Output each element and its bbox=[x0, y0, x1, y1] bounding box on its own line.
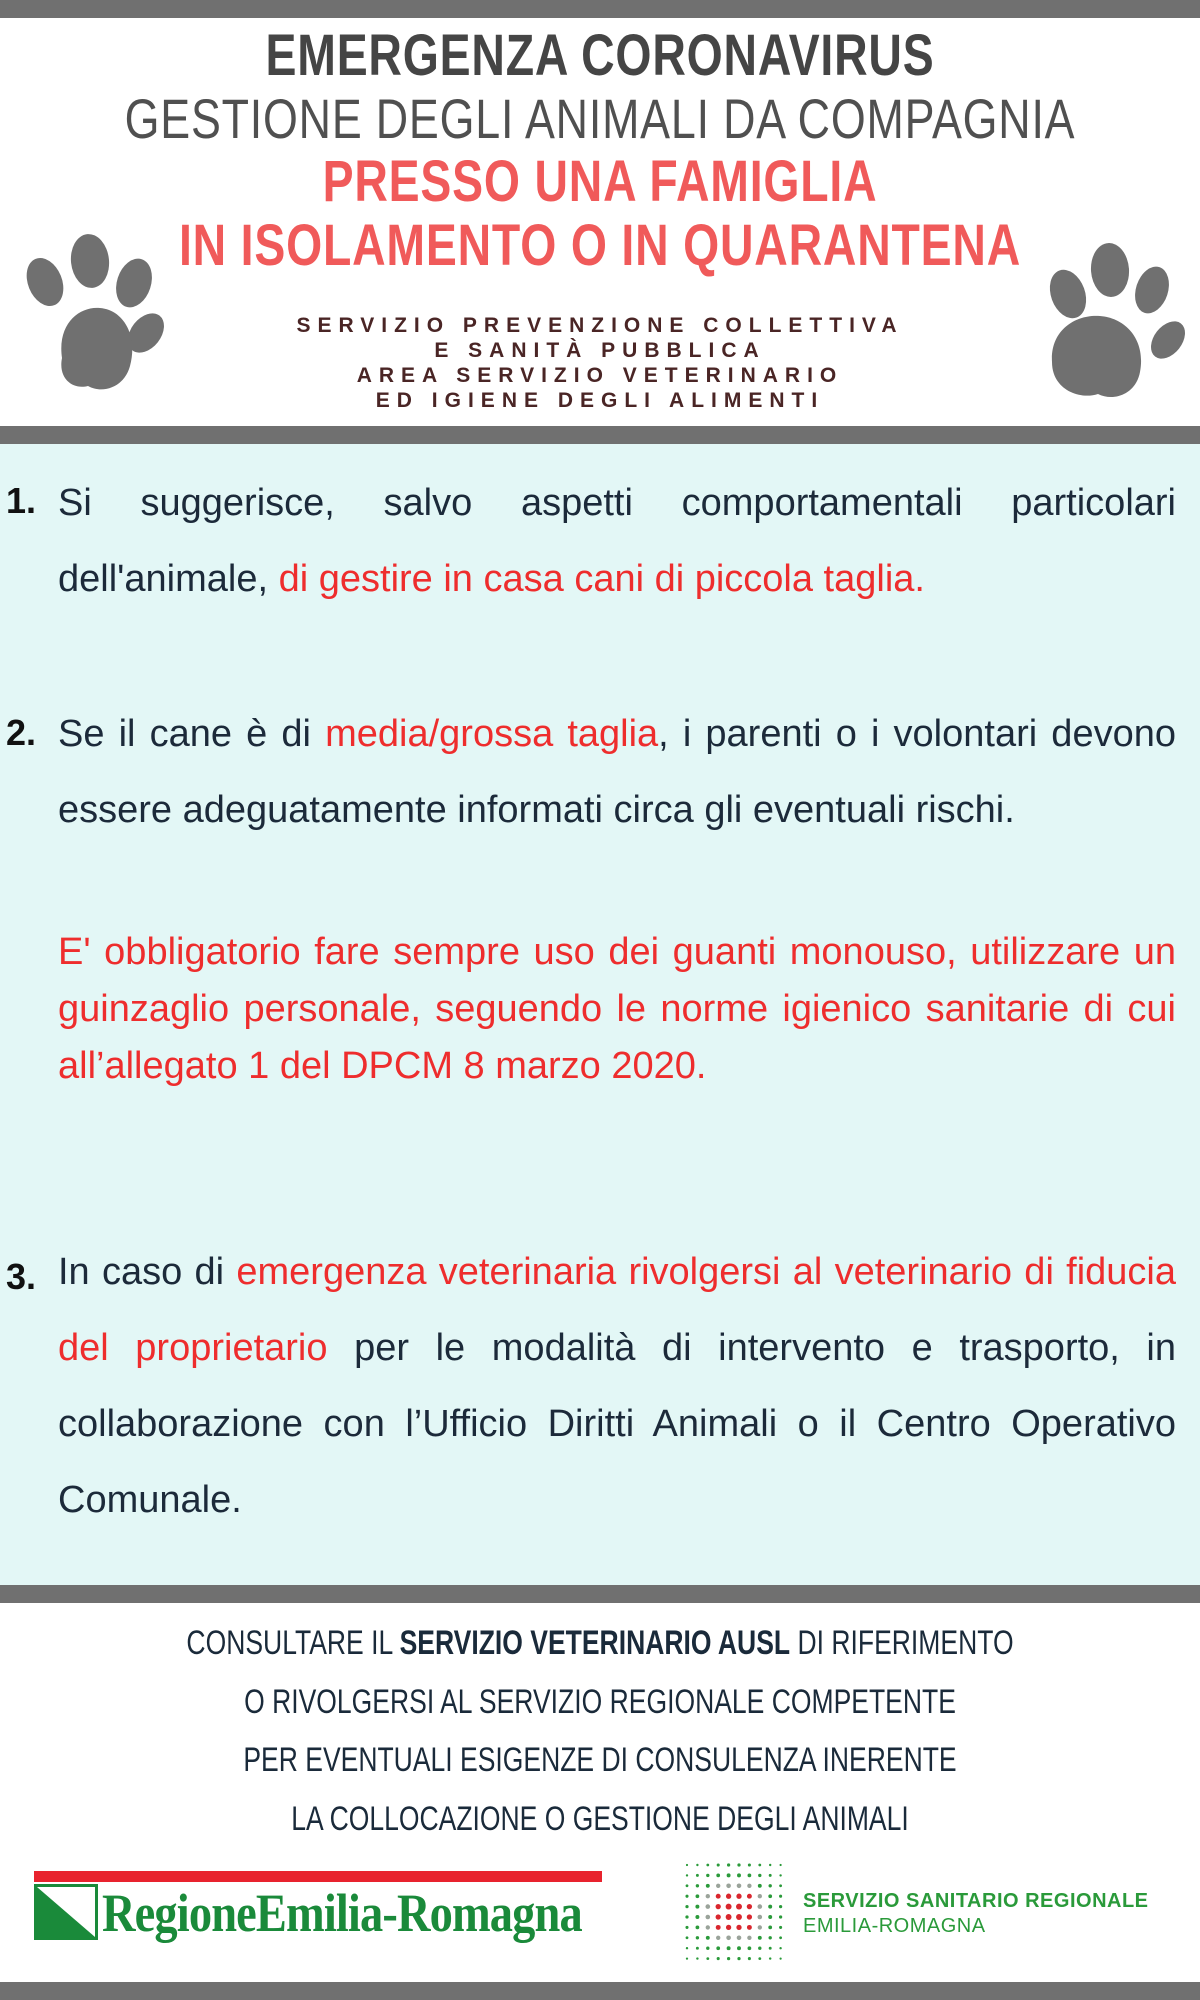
org-line-2: E SANITÀ PUBBLICA bbox=[434, 339, 766, 362]
footer-text: DI RIFERIMENTO bbox=[797, 1624, 1014, 1662]
ssr-logo-dot bbox=[686, 1884, 689, 1887]
ssr-logo-dot bbox=[705, 1904, 710, 1909]
footer-line-2: O RIVOLGERSI AL SERVIZIO REGIONALE COMPETENTE bbox=[244, 1683, 956, 1721]
top-divider bbox=[0, 0, 1200, 18]
ssr-logo-dot bbox=[780, 1864, 782, 1866]
title-line-3: PRESSO UNA FAMIGLIA bbox=[322, 149, 878, 214]
ssr-logo-dot bbox=[696, 1936, 699, 1939]
ssr-logo-dot bbox=[726, 1914, 732, 1920]
list-item bbox=[58, 465, 1176, 617]
ssr-logo-dot bbox=[706, 1874, 709, 1877]
ssr-logo-dot bbox=[779, 1915, 782, 1918]
ssr-logo-dot bbox=[779, 1926, 782, 1929]
org-line-4: ED IGIENE DEGLI ALIMENTI bbox=[375, 389, 825, 412]
ssr-logo-dot bbox=[736, 1925, 741, 1930]
ssr-logo-dot bbox=[737, 1883, 742, 1888]
ssr-logo-dot bbox=[769, 1936, 772, 1939]
ssr-logo-dot bbox=[706, 1936, 710, 1940]
item-number: 2. bbox=[6, 712, 37, 753]
ssr-line-1: SERVIZIO SANITARIO REGIONALE bbox=[803, 1890, 1149, 1912]
ssr-logo-dot bbox=[737, 1863, 740, 1866]
ssr-logo-dot bbox=[779, 1895, 782, 1898]
header-divider bbox=[0, 426, 1200, 444]
ssr-logo-dot bbox=[686, 1864, 688, 1866]
ssr-logo-dot bbox=[747, 1936, 751, 1940]
ssr-logo-dot bbox=[757, 1904, 762, 1909]
ssr-logo-dot bbox=[748, 1957, 751, 1960]
ssr-logo-dot bbox=[726, 1883, 731, 1888]
item-text: , i parenti o i volontari devono essere adeguatamente informati circa gli eventuali rischi. bbox=[58, 713, 1176, 831]
warning-text: E' obbligatorio fare sempre uso dei guanti monouso, utilizzare un guinzaglio personale, seguendo le norme igienico sanitarie di cui all’allegato 1 del DPCM 8 marzo 2020. bbox=[58, 931, 1176, 1087]
logo-red-stripe bbox=[34, 1871, 602, 1882]
ssr-logo-dot bbox=[747, 1904, 752, 1909]
ssr-logo-dot bbox=[686, 1947, 688, 1949]
ssr-logo-dot bbox=[769, 1957, 771, 1959]
ssr-logo-dot bbox=[747, 1894, 752, 1899]
ssr-logo-dot bbox=[717, 1957, 720, 1960]
ssr-logo-dot bbox=[696, 1874, 699, 1877]
org-line-1: SERVIZIO PREVENZIONE COLLETTIVA bbox=[296, 314, 904, 337]
ssr-logo-dot bbox=[727, 1946, 731, 1950]
footer-highlight: SERVIZIO VETERINARIO AUSL bbox=[399, 1624, 791, 1662]
logo-flag-icon bbox=[34, 1884, 98, 1940]
item-text: per le modalità di intervento e trasporto, in collaborazione con l’Ufficio Diritti Animali o il Centro Operativo Comunale. bbox=[58, 1327, 1177, 1521]
ssr-logo-dot bbox=[695, 1905, 699, 1909]
ssr-logo-dot bbox=[696, 1957, 698, 1959]
ssr-logo-dot bbox=[706, 1884, 710, 1888]
ssr-logo-dot bbox=[779, 1874, 781, 1876]
footer-line-3: PER EVENTUALI ESIGENZE DI CONSULENZA INERENTE bbox=[243, 1741, 957, 1779]
ssr-logo-dot bbox=[727, 1873, 731, 1877]
ssr-logo-dot bbox=[758, 1947, 761, 1950]
regione-logo-text: RegioneEmilia-Romagna bbox=[102, 1883, 582, 1943]
organization-label bbox=[0, 313, 1200, 413]
title-line-2: GESTIONE DEGLI ANIMALI DA COMPAGNIA bbox=[124, 87, 1076, 150]
ssr-logo-dot bbox=[768, 1894, 772, 1898]
ssr-logo-dot bbox=[779, 1936, 782, 1939]
footer-text: CONSULTARE IL bbox=[186, 1624, 393, 1662]
ssr-logo-dot bbox=[706, 1947, 709, 1950]
ssr-logo-dot bbox=[726, 1894, 731, 1899]
ssr-logo-dot bbox=[695, 1915, 699, 1919]
ssr-logo-dot bbox=[726, 1925, 731, 1930]
ssr-logo-dot bbox=[748, 1946, 752, 1950]
ssr-line-2: EMILIA-ROMAGNA bbox=[803, 1915, 986, 1937]
ssr-logo-dot bbox=[769, 1884, 772, 1887]
ssr-logo-dot bbox=[727, 1957, 730, 1960]
ssr-logo-dot bbox=[768, 1915, 772, 1919]
footer-line-4: LA COLLOCAZIONE O GESTIONE DEGLI ANIMALI bbox=[291, 1800, 909, 1838]
ssr-logo-dot bbox=[696, 1884, 699, 1887]
ssr-logo-dot bbox=[686, 1936, 689, 1939]
ssr-logo-dot bbox=[685, 1915, 688, 1918]
ssr-logo-dot bbox=[727, 1863, 730, 1866]
item-text: In caso di bbox=[58, 1251, 225, 1293]
ssr-logo-dot bbox=[769, 1874, 772, 1877]
ssr-logo-dot bbox=[736, 1914, 742, 1920]
ssr-logo-dot bbox=[758, 1925, 762, 1929]
ssr-logo-dot bbox=[747, 1914, 752, 1919]
ssr-logo-dot bbox=[686, 1874, 688, 1876]
ssr-logo-dot bbox=[706, 1925, 710, 1929]
item-highlight: media/grossa taglia bbox=[325, 713, 659, 755]
ssr-logo-dot bbox=[779, 1905, 782, 1908]
ssr-logo-dot bbox=[748, 1863, 751, 1866]
ssr-logo-dot bbox=[706, 1894, 710, 1898]
list-item bbox=[58, 696, 1176, 848]
ssr-logo-dot bbox=[779, 1884, 782, 1887]
ssr-logo-dot bbox=[716, 1894, 721, 1899]
ssr-logo-dot bbox=[769, 1947, 772, 1950]
item-highlight: emergenza veterinaria rivolgersi al veterinario di fiducia del proprietario bbox=[58, 1251, 1176, 1369]
ssr-logo-dot bbox=[685, 1905, 688, 1908]
title-line-4: IN ISOLAMENTO O IN QUARANTENA bbox=[178, 213, 1022, 278]
ssr-logo-dot bbox=[779, 1947, 781, 1949]
footer-line-1 bbox=[132, 1624, 1068, 1663]
ssr-logo-dot bbox=[726, 1935, 731, 1940]
ssr-logo-dot bbox=[716, 1925, 721, 1930]
ssr-logo-dot bbox=[696, 1947, 699, 1950]
ssr-logo-dot bbox=[696, 1894, 700, 1898]
ssr-logo-dot bbox=[780, 1958, 782, 1960]
ssr-logo-dot bbox=[685, 1926, 688, 1929]
ssr-logo-dot bbox=[737, 1957, 740, 1960]
ssr-logo-dot bbox=[758, 1936, 762, 1940]
ssr-logo-dot bbox=[758, 1884, 762, 1888]
ssr-logo-dot bbox=[758, 1957, 761, 1960]
ssr-logo-dot bbox=[737, 1935, 742, 1940]
footer-divider bbox=[0, 1585, 1200, 1603]
ssr-logo-dot bbox=[686, 1958, 688, 1960]
item-text: Se il cane è di bbox=[58, 713, 311, 755]
item-number: 1. bbox=[6, 480, 37, 521]
ssr-logo-dot bbox=[736, 1894, 741, 1899]
ssr-logo-dot bbox=[716, 1914, 721, 1919]
ssr-logo-dot bbox=[768, 1905, 772, 1909]
ssr-logo-dot bbox=[748, 1874, 752, 1878]
ssr-logo-dot bbox=[758, 1864, 761, 1867]
ssr-logo-dot bbox=[737, 1873, 741, 1877]
title-line-1: EMERGENZA CORONAVIRUS bbox=[265, 23, 935, 88]
ssr-logo-dot bbox=[717, 1863, 720, 1866]
item-text: Si suggerisce, salvo aspetti comportamentali particolari dell'animale, bbox=[58, 482, 1176, 600]
ssr-logo-icon bbox=[682, 1860, 786, 1964]
ssr-logo-dot bbox=[716, 1884, 720, 1888]
ssr-logo-dot bbox=[716, 1946, 720, 1950]
item-highlight: di gestire in casa cani di piccola taglia. bbox=[278, 558, 925, 600]
ssr-logo-dot bbox=[716, 1904, 721, 1909]
ssr-logo-dot bbox=[769, 1864, 771, 1866]
ssr-logo-dot bbox=[705, 1915, 710, 1920]
ssr-logo-dot bbox=[747, 1884, 751, 1888]
ssr-logo-dot bbox=[696, 1864, 698, 1866]
org-line-3: AREA SERVIZIO VETERINARIO bbox=[356, 364, 844, 387]
ssr-logo-dot bbox=[716, 1936, 720, 1940]
ssr-logo-dot bbox=[716, 1874, 720, 1878]
ssr-logo-dot bbox=[706, 1957, 709, 1960]
ssr-logo-dot bbox=[768, 1926, 772, 1930]
ssr-logo-dot bbox=[737, 1946, 741, 1950]
ssr-logo-dot bbox=[758, 1874, 761, 1877]
ssr-logo-dot bbox=[736, 1904, 742, 1910]
ssr-logo-dot bbox=[706, 1864, 709, 1867]
ssr-logo-dot bbox=[685, 1895, 688, 1898]
ssr-logo-dot bbox=[696, 1926, 700, 1930]
ssr-logo-dot bbox=[726, 1904, 732, 1910]
list-item bbox=[58, 1234, 1176, 1538]
ssr-logo-dot bbox=[757, 1915, 762, 1920]
item-number: 3. bbox=[6, 1256, 37, 1297]
bottom-divider bbox=[0, 1982, 1200, 2000]
ssr-logo-dot bbox=[747, 1925, 752, 1930]
ssr-logo-dot bbox=[758, 1894, 762, 1898]
